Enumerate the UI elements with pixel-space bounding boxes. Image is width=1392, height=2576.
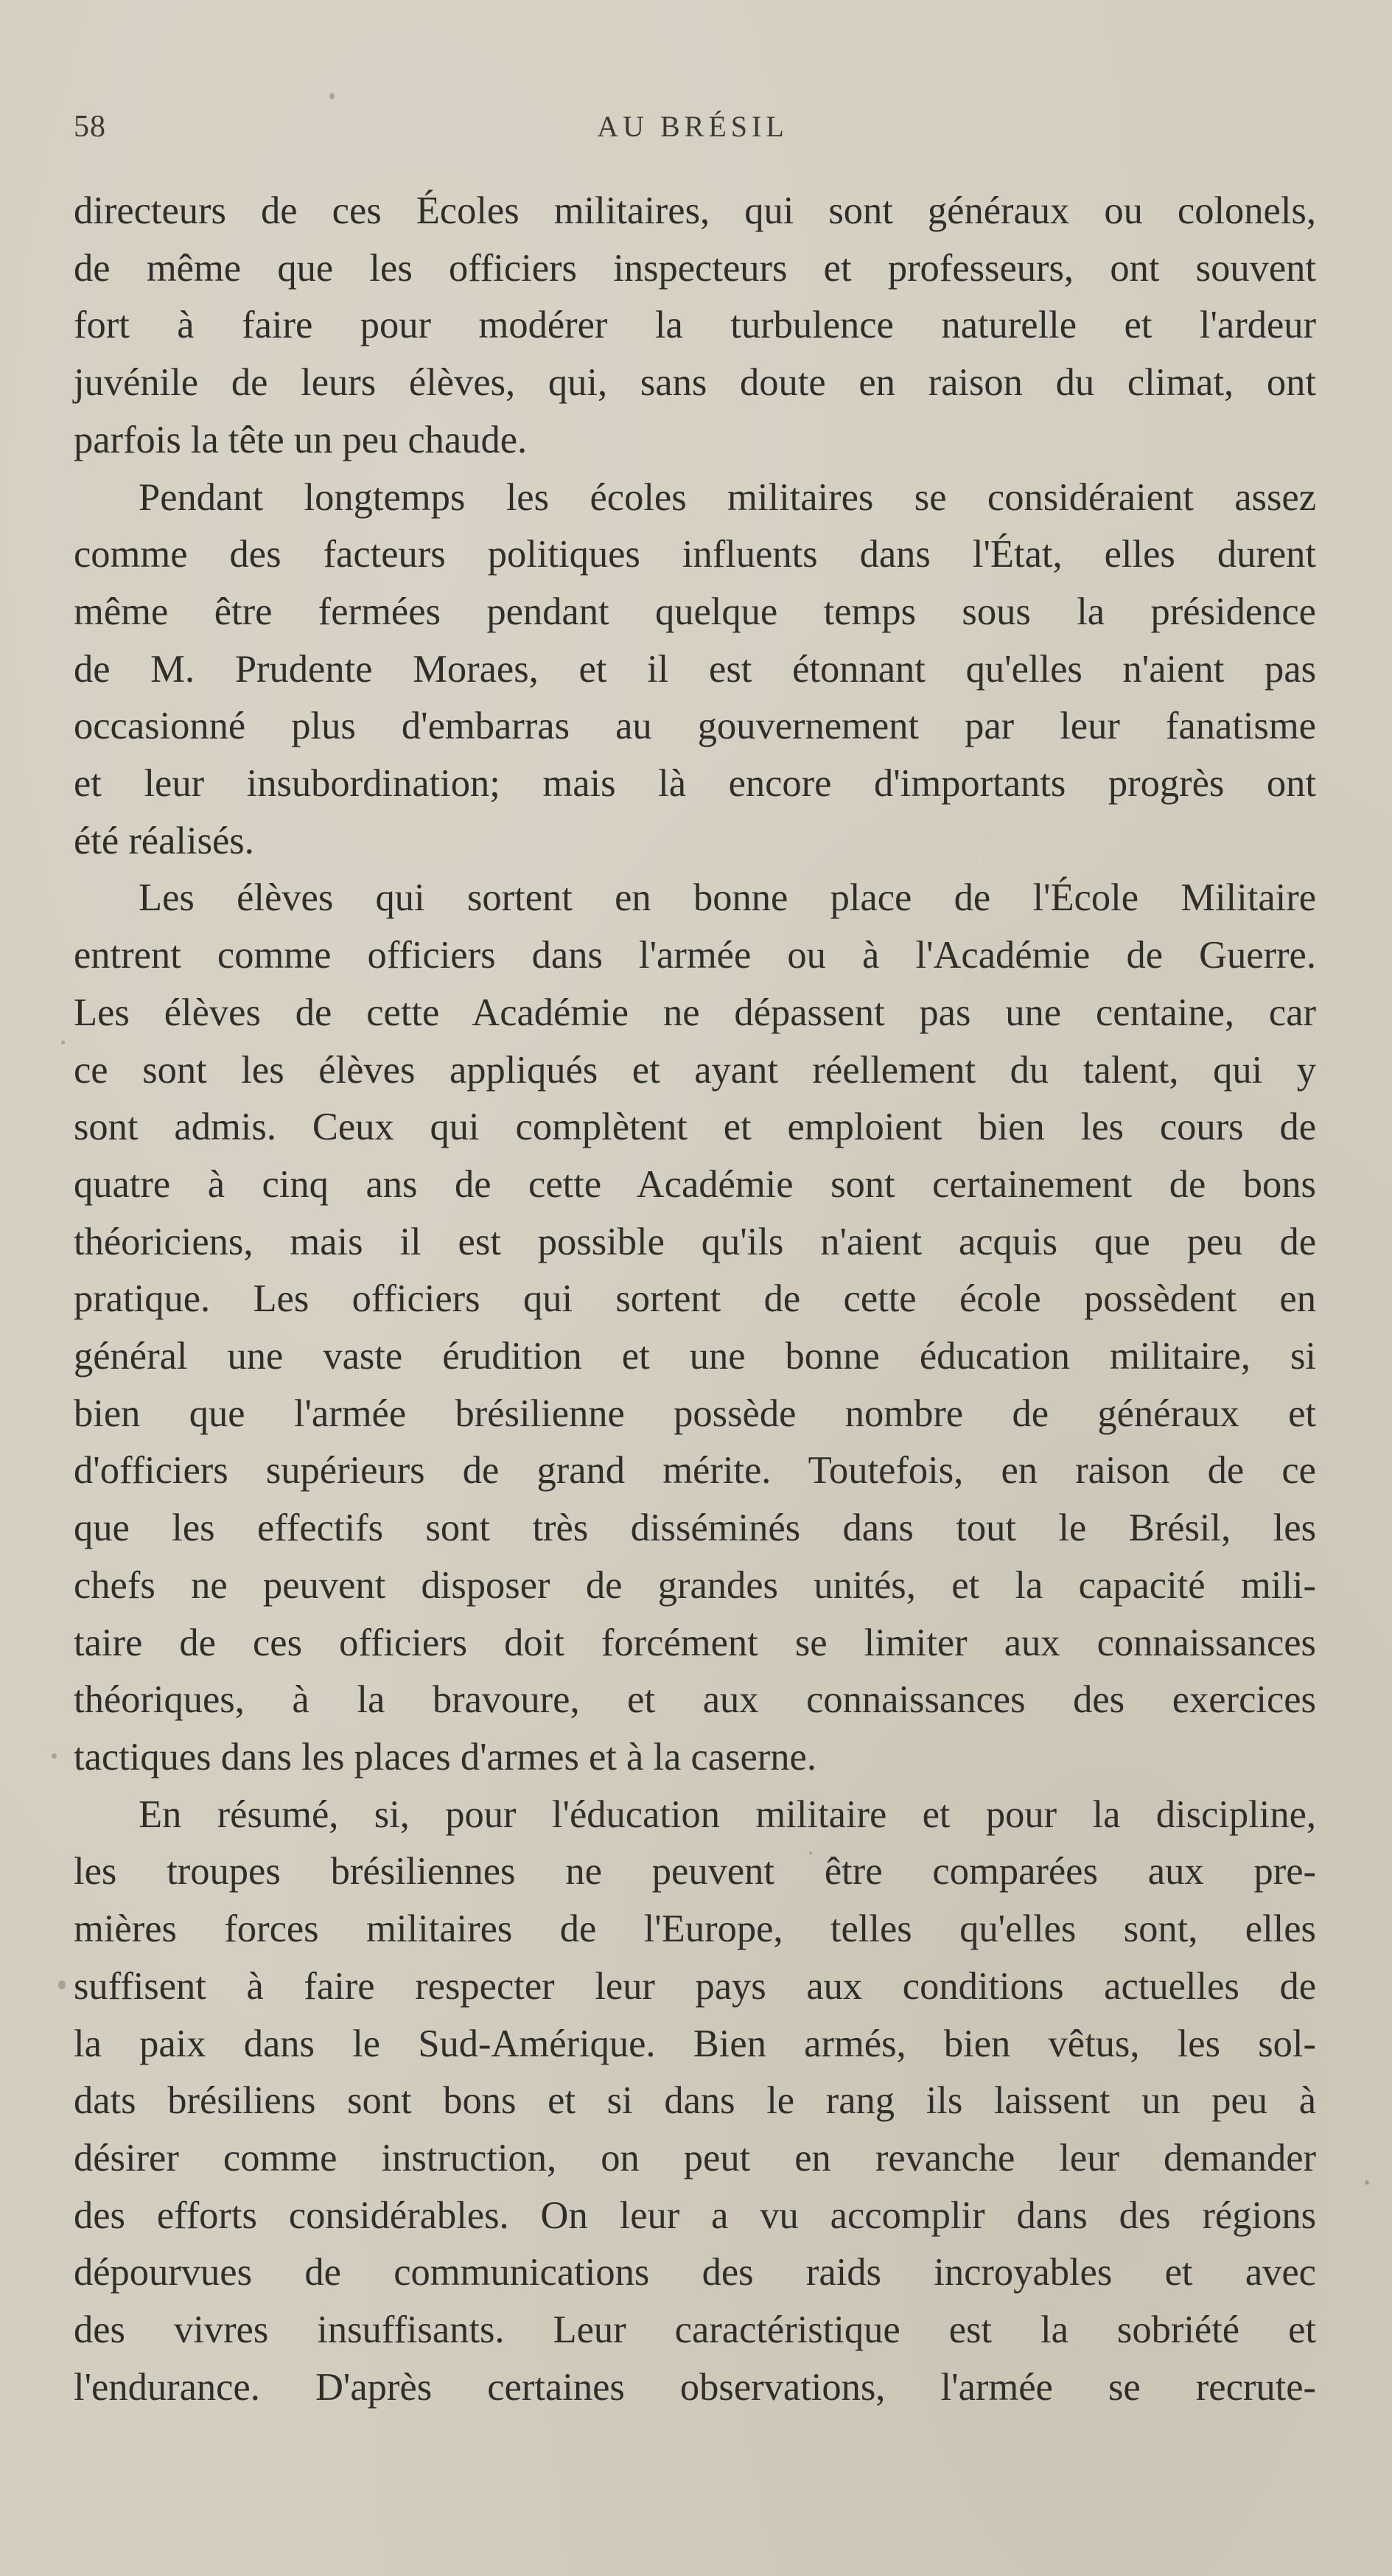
- text-line: d'officiers supérieurs de grand mérite. Toutefois, en raison de ce: [74, 1449, 1316, 1493]
- text-line: En résumé, si, pour l'éducation militaire et pour la discipline,: [139, 1793, 1316, 1836]
- text-line: général une vaste érudition et une bonne éducation militaire, si: [74, 1335, 1316, 1378]
- text-line: tactiques dans les places d'armes et à la caserne.: [74, 1735, 816, 1779]
- paper-speck: [61, 1041, 65, 1044]
- text-line: les troupes brésiliennes ne peuvent être comparées aux pre-: [74, 1850, 1316, 1893]
- text-line: été réalisés.: [74, 819, 254, 862]
- paragraph: [74, 870, 1316, 1786]
- paragraph: [74, 470, 1316, 870]
- text-line: occasionné plus d'embarras au gouvernement par leur fanatisme: [74, 705, 1316, 748]
- paper-speck: [329, 93, 335, 100]
- text-line: théoriques, à la bravoure, et aux connaissances des exercices: [74, 1678, 1316, 1722]
- text-line: même être fermées pendant quelque temps sous la présidence: [74, 590, 1316, 633]
- text-line: juvénile de leurs élèves, qui, sans doute en raison du climat, ont: [74, 361, 1316, 405]
- body-text: [74, 183, 1316, 2416]
- running-head: [74, 109, 1312, 153]
- text-line: dats brésiliens sont bons et si dans le rang ils laissent un peu à: [74, 2079, 1316, 2123]
- text-line: directeurs de ces Écoles militaires, qui sont généraux ou colonels,: [74, 189, 1316, 232]
- text-line: dépourvues de communications des raids incroyables et avec: [74, 2251, 1316, 2294]
- paragraph: [74, 1787, 1316, 2417]
- text-line: sont admis. Ceux qui complètent et emploient bien les cours de: [74, 1106, 1316, 1149]
- text-line: de même que les officiers inspecteurs et professeurs, ont souvent: [74, 246, 1316, 290]
- text-line: théoriciens, mais il est possible qu'ils n'aient acquis que peu de: [74, 1220, 1316, 1263]
- text-line: la paix dans le Sud-Amérique. Bien armés, bien vêtus, les sol-: [74, 2022, 1316, 2065]
- text-line: Pendant longtemps les écoles militaires se considéraient assez: [139, 475, 1316, 519]
- text-line: Les élèves qui sortent en bonne place de l'École Militaire: [139, 876, 1316, 920]
- running-title: AU BRÉSIL: [597, 110, 788, 143]
- text-line: que les effectifs sont très disséminés dans tout le Brésil, les: [74, 1507, 1316, 1550]
- paper-speck: [1365, 2180, 1369, 2185]
- text-line: l'endurance. D'après certaines observations, l'armée se recrute-: [74, 2365, 1316, 2409]
- paper-speck: [58, 1980, 66, 1989]
- text-line: des efforts considérables. On leur a vu accomplir dans des régions: [74, 2193, 1316, 2237]
- text-line: de M. Prudente Moraes, et il est étonnant qu'elles n'aient pas: [74, 647, 1316, 691]
- text-line: parfois la tête un peu chaude.: [74, 418, 528, 461]
- text-line: Les élèves de cette Académie ne dépassent pas une centaine, car: [74, 991, 1316, 1034]
- text-line: ce sont les élèves appliqués et ayant réellement du talent, qui y: [74, 1048, 1316, 1092]
- page-number: 58: [74, 110, 106, 144]
- text-line: désirer comme instruction, on peut en revanche leur demander: [74, 2136, 1316, 2179]
- text-line: suffisent à faire respecter leur pays aux conditions actuelles de: [74, 1964, 1316, 2008]
- text-line: comme des facteurs politiques influents dans l'État, elles durent: [74, 533, 1316, 576]
- text-line: taire de ces officiers doit forcément se limiter aux connaissances: [74, 1621, 1316, 1664]
- text-line: quatre à cinq ans de cette Académie sont certainement de bons: [74, 1162, 1316, 1206]
- paragraph: [74, 183, 1316, 470]
- text-line: pratique. Les officiers qui sortent de cette école possèdent en: [74, 1277, 1316, 1321]
- text-line: des vivres insuffisants. Leur caractéristique est la sobriété et: [74, 2308, 1316, 2352]
- text-line: bien que l'armée brésilienne possède nombre de généraux et: [74, 1392, 1316, 1435]
- paper-speck: [52, 1753, 57, 1759]
- text-line: fort à faire pour modérer la turbulence naturelle et l'ardeur: [74, 304, 1316, 347]
- text-line: entrent comme officiers dans l'armée ou à l'Académie de Guerre.: [74, 934, 1316, 977]
- text-line: mières forces militaires de l'Europe, telles qu'elles sont, elles: [74, 1907, 1316, 1951]
- text-line: et leur insubordination; mais là encore d'importants progrès ont: [74, 762, 1316, 806]
- text-line: chefs ne peuvent disposer de grandes unités, et la capacité mili-: [74, 1563, 1316, 1607]
- paper-speck: [809, 1851, 812, 1854]
